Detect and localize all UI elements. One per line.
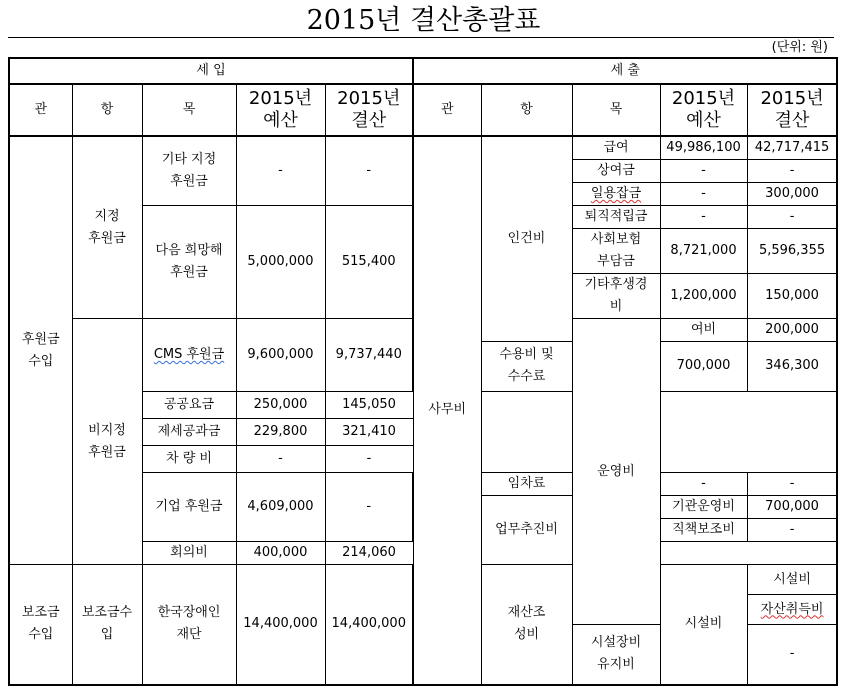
expense-mok-header: 목 (572, 84, 660, 136)
income-hang-header: 항 (72, 84, 142, 136)
income-row-budget: 4,609,000 (236, 473, 325, 542)
expense-gwan-office: 사무비 (413, 136, 481, 685)
unit-label: (단위: 원) (771, 40, 828, 55)
expense-row-settle: 321,410 (325, 418, 413, 445)
income-hang-designated: 지정 후원금 (72, 136, 142, 319)
expense-row-budget: - (660, 473, 747, 496)
expense-row-settle: - (747, 473, 837, 496)
expense-section-header: 세 출 (413, 58, 837, 84)
expense-row-mok: 차 량 비 (142, 445, 236, 472)
expense-row-mok: 직책보조비 (660, 519, 747, 542)
expense-row-budget: - (236, 445, 325, 472)
page-title: 2015년 결산총괄표 (306, 5, 541, 36)
income-row-settle: - (325, 473, 413, 542)
income-row-mok: 한국장애인 재단 (142, 565, 236, 685)
income-budget-header: 2015년 예산 (236, 84, 325, 136)
expense-row-mok: 퇴직적립금 (572, 206, 660, 229)
expense-row-mok: 임차료 (481, 473, 572, 496)
expense-row-settle: - (747, 206, 837, 229)
expense-row-budget: 49,986,100 (660, 136, 747, 160)
income-row-mok: 기타 지정 후원금 (142, 136, 236, 206)
expense-row-budget: 700,000 (660, 342, 747, 392)
expense-row-settle: 5,596,355 (747, 229, 837, 274)
expense-hang-facility: 시설비 (660, 565, 747, 685)
expense-row-mok: 시설비 (747, 565, 837, 595)
income-row-budget: 9,600,000 (236, 319, 325, 392)
expense-row-mok: 기타후생경 비 (572, 274, 660, 319)
income-mok-header: 목 (142, 84, 236, 136)
expense-row-budget: - (747, 519, 837, 542)
expense-gwan-asset: 재산조 성비 (481, 565, 572, 685)
expense-row-budget: 700,000 (747, 496, 837, 519)
expense-row-mok: 제세공과금 (142, 418, 236, 445)
expense-hang-operation: 운영비 (572, 319, 660, 625)
expense-row-budget: 400,000 (236, 542, 325, 565)
expense-row-mok: 자산취득비 (747, 595, 837, 625)
expense-hang-business: 업무추진비 (481, 496, 572, 565)
income-gwan-donation: 후원금 수입 (9, 136, 72, 565)
expense-row-settle: 214,060 (325, 542, 413, 565)
expense-budget-header: 2015년 예산 (660, 84, 747, 136)
income-row-budget: - (236, 136, 325, 206)
expense-row-mok: 기관운영비 (660, 496, 747, 519)
income-row-mok: 다음 희망해 후원금 (142, 206, 236, 319)
income-hang-subsidy: 보조금수 입 (72, 565, 142, 685)
expense-row-budget: - (660, 183, 747, 206)
expense-row-mok: 급여 (572, 136, 660, 160)
income-row-settle: - (325, 136, 413, 206)
expense-row-mok: 상여금 (572, 160, 660, 183)
expense-row-settle: 346,300 (747, 342, 837, 392)
expense-row-mok: 사회보험 부담금 (572, 229, 660, 274)
income-row-settle: 9,737,440 (325, 319, 413, 392)
expense-row-mok: 회의비 (142, 542, 236, 565)
income-row-mok: 기업 후원금 (142, 473, 236, 542)
income-hang-undesignated: 비지정 후원금 (72, 319, 142, 565)
expense-row-settle: - (325, 445, 413, 472)
income-gwan-header: 관 (9, 84, 72, 136)
income-row-budget: 14,400,000 (236, 565, 325, 685)
expense-hang-header: 항 (481, 84, 572, 136)
income-row-mok: CMS 후원금 (142, 319, 236, 392)
expense-row-mok: 일용잡금 (572, 183, 660, 206)
expense-row-mok: 공공요금 (142, 391, 236, 418)
expense-row-settle: 145,050 (325, 391, 413, 418)
expense-row-budget: - (747, 625, 837, 685)
income-row-settle: 515,400 (325, 206, 413, 319)
income-row-settle: 14,400,000 (325, 565, 413, 685)
title-underline (8, 37, 834, 38)
expense-row-budget: 1,200,000 (660, 274, 747, 319)
expense-row-mok: 여비 (660, 319, 747, 342)
expense-row-settle: - (747, 160, 837, 183)
expense-row-mok: 시설장비 유지비 (572, 625, 660, 685)
expense-row-budget: 200,000 (747, 319, 837, 342)
expense-row-budget: - (660, 160, 747, 183)
settlement-table (8, 57, 838, 686)
expense-settle-header: 2015년 결산 (747, 84, 837, 136)
expense-row-settle: 150,000 (747, 274, 837, 319)
expense-row-budget: 250,000 (236, 391, 325, 418)
expense-gwan-header: 관 (413, 84, 481, 136)
expense-row-budget: 229,800 (236, 418, 325, 445)
expense-hang-personnel: 인건비 (481, 136, 572, 342)
expense-row-budget: 8,721,000 (660, 229, 747, 274)
expense-row-settle: 42,717,415 (747, 136, 837, 160)
income-settle-header: 2015년 결산 (325, 84, 413, 136)
expense-row-settle: 300,000 (747, 183, 837, 206)
income-row-budget: 5,000,000 (236, 206, 325, 319)
expense-row-budget: - (660, 206, 747, 229)
income-section-header: 세 입 (9, 58, 413, 84)
income-gwan-subsidy: 보조금 수입 (9, 565, 72, 685)
expense-row-mok: 수용비 및 수수료 (481, 342, 572, 392)
